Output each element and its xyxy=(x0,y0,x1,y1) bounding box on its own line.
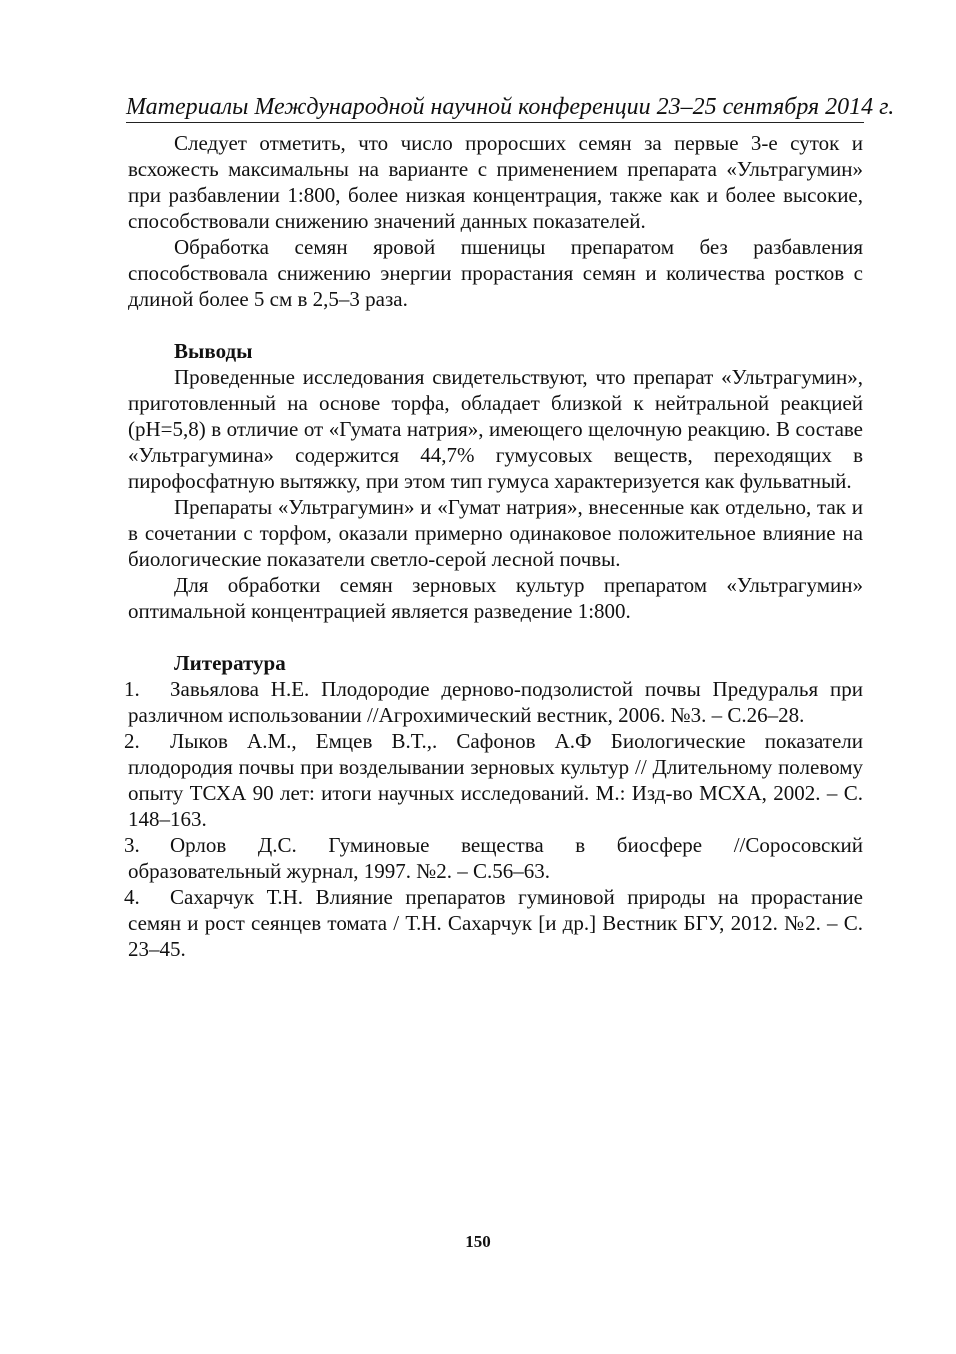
references-heading: Литература xyxy=(174,651,286,675)
conclusion-paragraph: Препараты «Ультрагумин» и «Гумат натрия», внесенные как отдельно, так и в сочетании с торфом, оказали примерно одинаковое положительное влияние на биологические показатели светло-серой лесной почвы. xyxy=(128,495,863,571)
reference-text: Завьялова Н.Е. Плодородие дерново-подзолистой почвы Предуралья при различном использовании //Агрохимический вестник, 2006. №3. – С.26–28. xyxy=(128,677,863,727)
reference-number: 4. xyxy=(124,885,140,909)
conclusions-heading: Выводы xyxy=(174,339,253,363)
reference-text: Орлов Д.С. Гуминовые вещества в биосфере //Соросовский образовательный журнал, 1997. №2. – С.56–63. xyxy=(128,833,863,883)
running-header xyxy=(126,92,895,123)
reference-item xyxy=(124,832,863,884)
reference-number: 1. xyxy=(124,677,140,701)
conclusion-paragraph: Проведенные исследования свидетельствуют, что препарат «Ультрагумин», приготовленный на основе торфа, обладает близкой к нейтральной реакцией (рН=5,8) в отличие от «Гумата натрия», имеющего щелочную реакцию. В составе «Ультрагумина» содержится 44,7% гумусовых веществ, переходящих в пирофосфатную вытяжку, при этом тип гумуса характеризуется как фульватный. xyxy=(128,365,863,493)
conclusion-paragraph: Для обработки семян зерновых культур препаратом «Ультрагумин» оптимальной концентрацией является разведение 1:800. xyxy=(128,573,863,623)
page-number: 150 xyxy=(465,1232,491,1251)
references-list xyxy=(124,676,863,962)
page-content xyxy=(124,130,863,962)
reference-item xyxy=(124,884,863,962)
running-title: Материалы Международной научной конференции 23–25 сентября 2014 г. xyxy=(126,94,895,120)
reference-number: 2. xyxy=(124,729,140,753)
body-paragraph: Обработка семян яровой пшеницы препаратом без разбавления способствовала снижению энергии прорастания семян и количества ростков с длиной более 5 см в 2,5–3 раза. xyxy=(128,235,863,311)
reference-text: Сахарчук Т.Н. Влияние препаратов гуминовой природы на прорастание семян и рост сеянцев томата / Т.Н. Сахарчук [и др.] Вестник БГУ, 2012. №2. – С. 23–45. xyxy=(128,885,863,961)
body-paragraph: Следует отметить, что число проросших семян за первые 3-е суток и всхожесть максимальны на варианте с применением препарата «Ультрагумин» при разбавлении 1:800, более низкая концентрация, также как и более высокие, способствовали снижению значений данных показателей. xyxy=(128,131,863,233)
reference-item xyxy=(124,676,863,728)
reference-item xyxy=(124,728,863,832)
reference-text: Лыков А.М., Емцев В.Т.,. Сафонов А.Ф Биологические показатели плодородия почвы при возделывании зерновых культур // Длительному полевому опыту ТСХА 90 лет: итоги научных исследований. М.: Изд-во МСХА, 2002. – С. 148–163. xyxy=(128,729,863,831)
reference-number: 3. xyxy=(124,833,140,857)
